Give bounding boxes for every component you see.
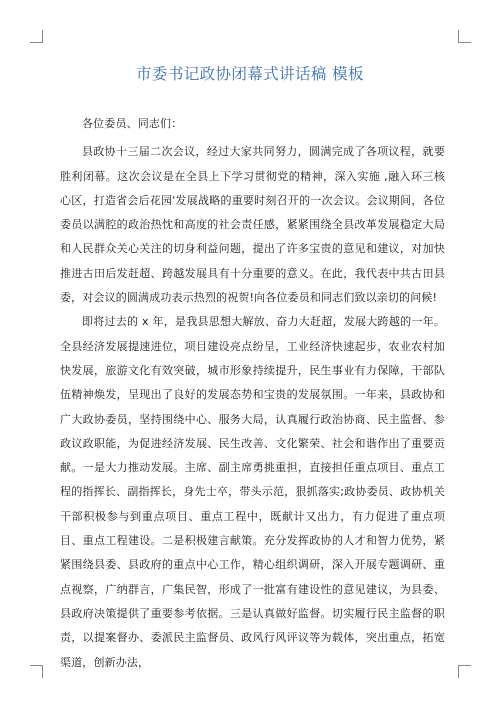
crop-mark-bottom-right <box>458 665 471 678</box>
crop-mark-top-left <box>30 30 43 43</box>
salutation: 各位委员、同志们： <box>82 117 183 130</box>
crop-mark-top-right <box>458 30 471 43</box>
paragraph-1: 县政协十三届二次会议，经过大家共同努力，圆满完成了各项议程，就要胜利闭幕。这次会议是在全县上下学习贯彻党的精神，深入实施 ,融入环三核心区，打造省会后花园'发展战略的重要时刻召开的一次会议。会议期间，各位委员以满腔的政治热忱和高度的社会责任感，紧紧围绕全县改革发展稳定大局和人民群众关心关注的切身利益问题，提出了许多宝贵的意见和建议，对加快推进古田后发赶超、跨越发展具有十分重要的意义。在此，我代表中共古田县委，对会议的圆满成功表示热烈的祝贺!向各位委员和同志们致以亲切的问候! <box>60 145 445 305</box>
document-body <box>60 112 445 675</box>
crop-mark-bottom-left <box>30 665 43 678</box>
paragraph-2: 即将过去的 x 年，是我县思想大解放、奋力大赶超，发展大跨越的一年。全县经济发展提速进位，项目建设亮点纷呈，工业经济快速起步，农业农村加快发展，旅游文化有效突破，城市形象持续提升，民生事业有力保障，干部队伍精神焕发，呈现出了良好的发展态势和宝贵的发展氛围。一年来，县政协和广大政协委员，坚持围绕中心、服务大局，认真履行政治协商、民主监督、参政议政职能，为促进经济发展、民生改善、文化繁荣、社会和谐作出了重要贡献。一是大力推动发展。主席、副主席勇挑重担，直接担任重点项目、重点工程的指挥长、副指挥长，身先士卒，带头示范，狠抓落实;政协委员、政协机关干部积极参与到重点项目、重点工程中，既献计又出力，有力促进了重点项目、重点工程建设。二是积极建言献策。充分发挥政协的人才和智力优势，紧紧围绕县委、县政府的重点中心工作，精心组织调研，深入开展专题调研、重点视察，广纳群言，广集民智，形成了一批富有建设性的意见建议，为县委、县政府决策提供了重要参考依据。三是认真做好监督。切实履行民主监督的职责，以提案督办、委派民主监督员、政风行风评议等为载体，突出重点，拓宽渠道，创新办法， <box>60 315 445 669</box>
document-title: 市委书记政协闭幕式讲话稿 模板 <box>136 65 364 83</box>
